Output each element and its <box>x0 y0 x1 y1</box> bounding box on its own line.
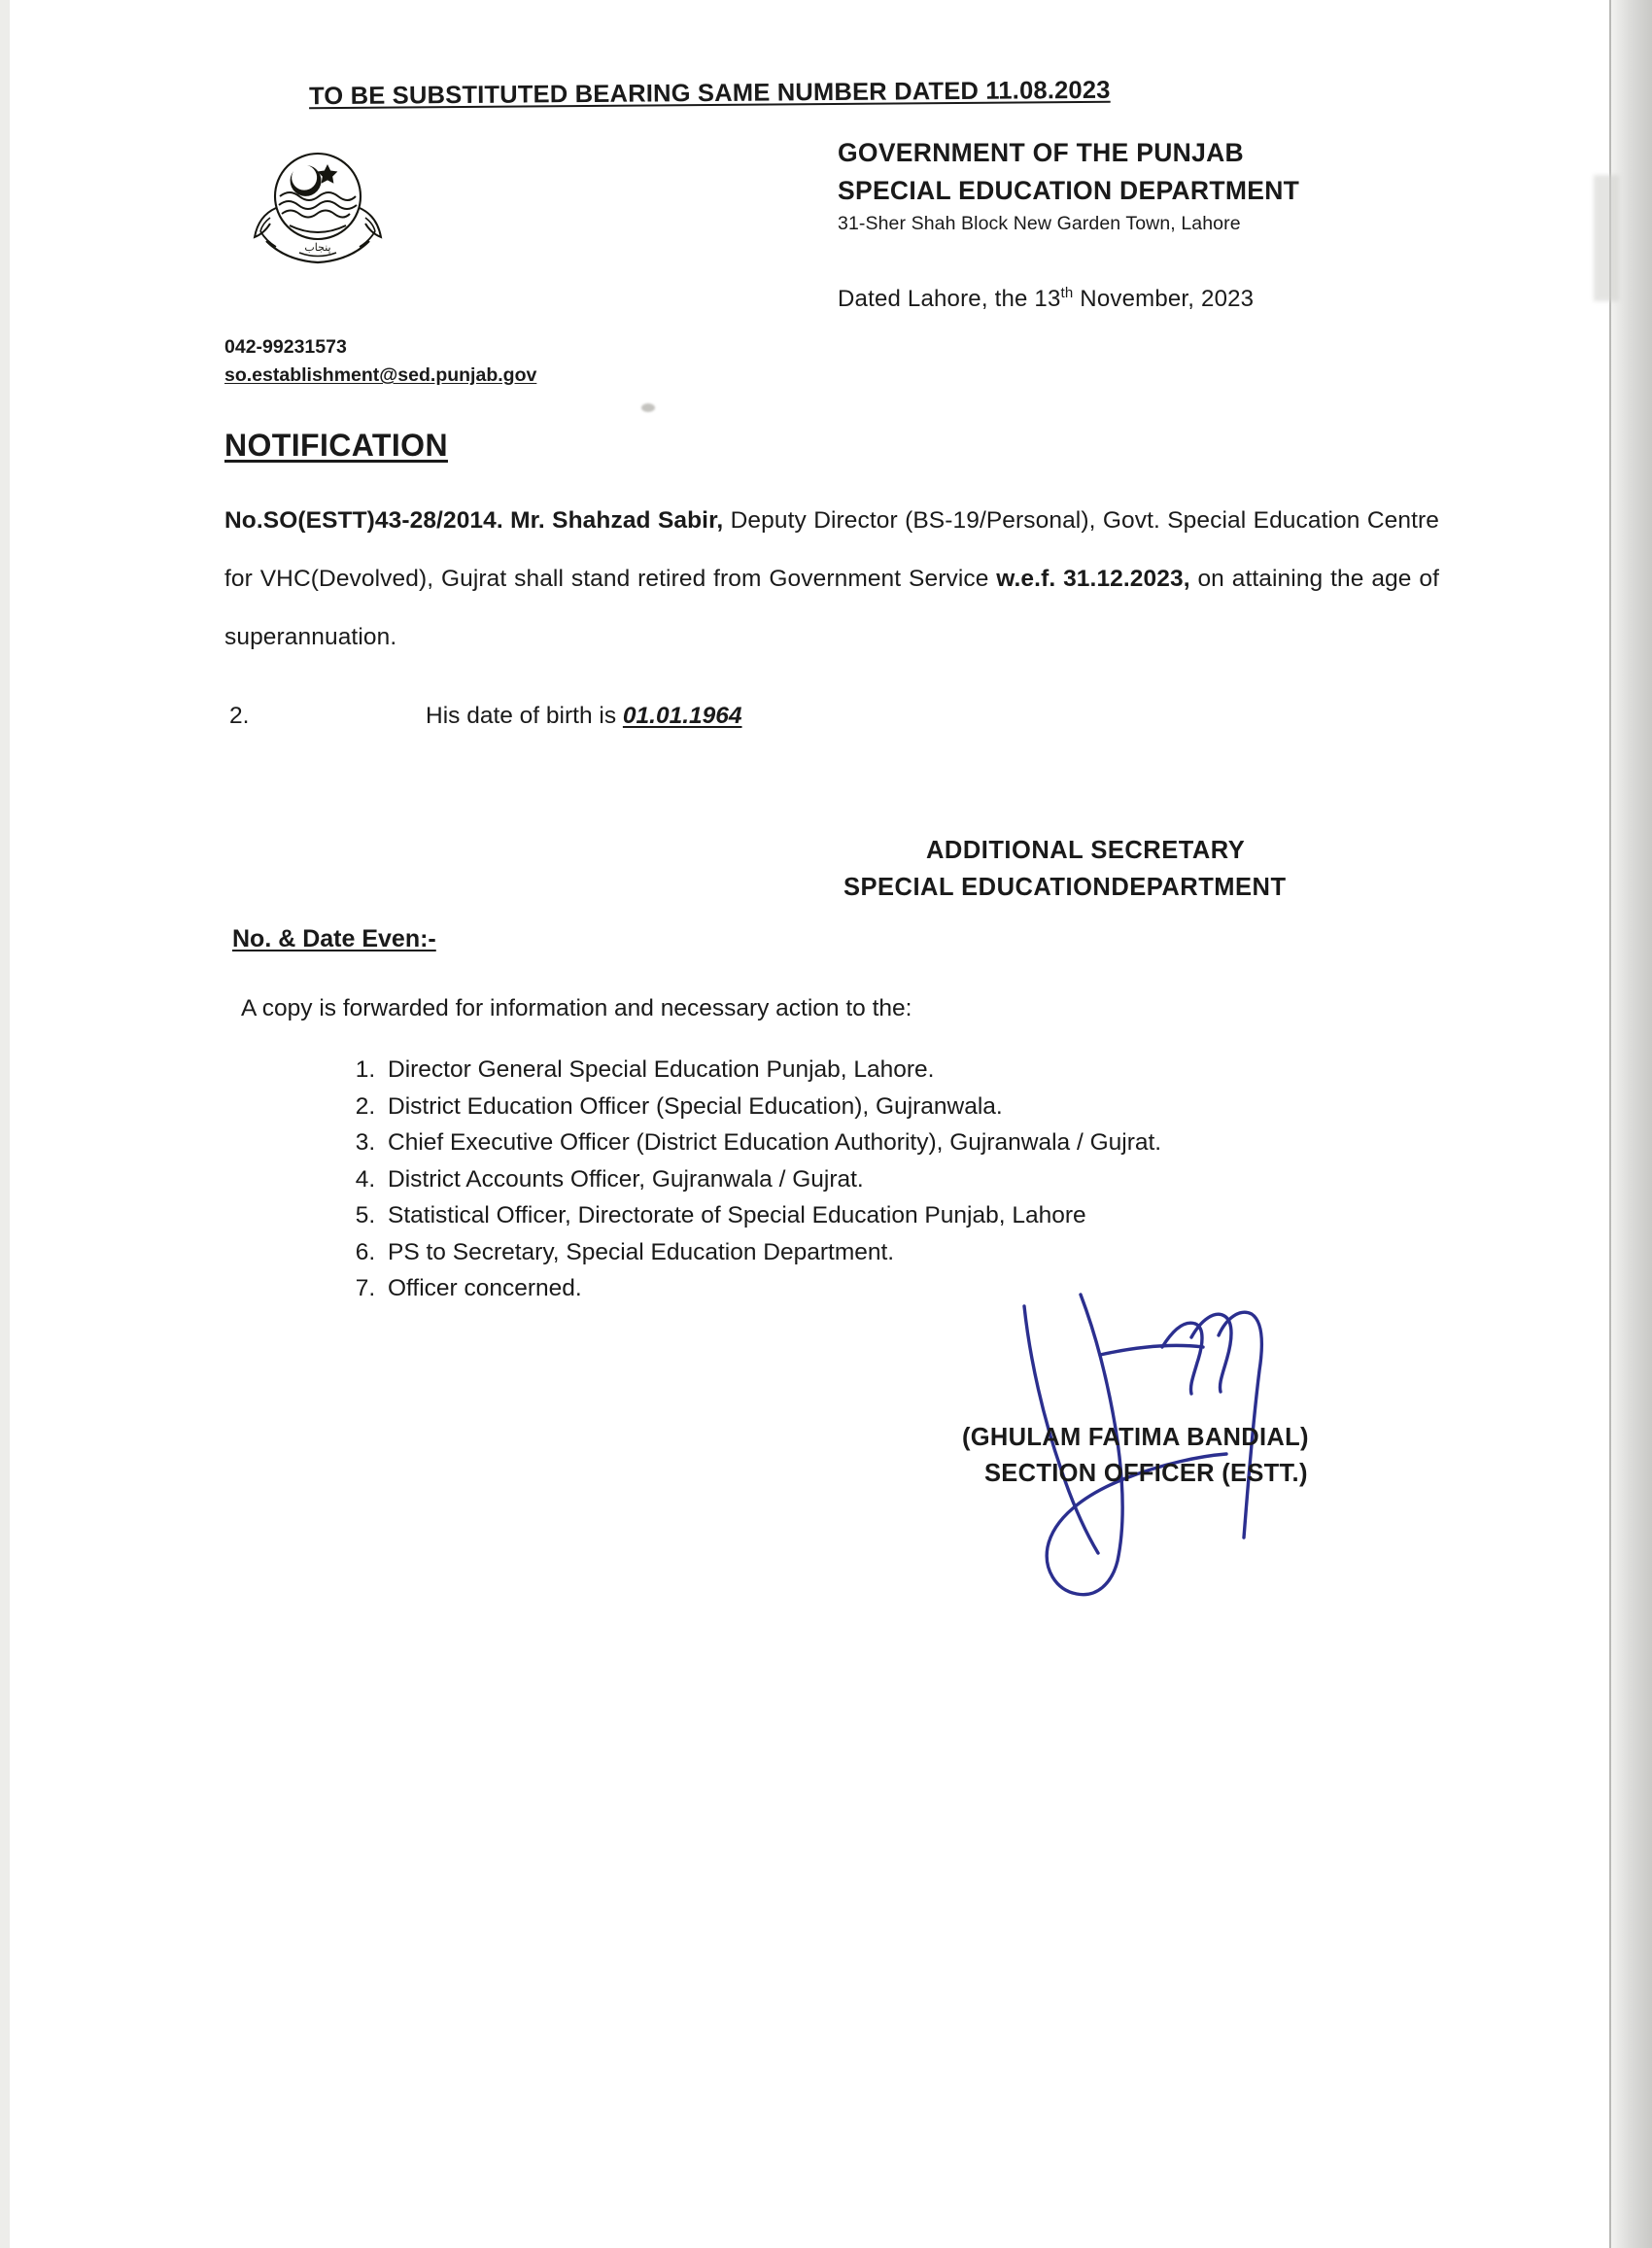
reference-number: No.SO(ESTT)43-28/2014. <box>224 507 503 534</box>
body-text-part1: Deputy Director (BS-19/Personal), Govt. Special Education Centre for VHC(Devolved), Gujrat shall stand retired from Government Service <box>224 507 1439 592</box>
date-of-birth-value: 01.01.1964 <box>622 703 742 729</box>
retirement-date: w.e.f. 31.12.2023, <box>996 566 1190 592</box>
letter-date <box>838 285 1254 313</box>
punjab-emblem-icon <box>231 148 404 279</box>
dob-label: His date of birth is <box>426 703 623 729</box>
endorsement-intro: A copy is forwarded for information and necessary action to the: <box>241 995 912 1021</box>
document-title: NOTIFICATION <box>224 428 448 463</box>
substitution-note: TO BE SUBSTITUTED BEARING SAME NUMBER DATED 11.08.2023 <box>308 76 1111 111</box>
letterhead-address: 31-Sher Shah Block New Garden Town, Lahore <box>838 213 1241 234</box>
body-text-part2: on attaining the age of superannuation. <box>224 566 1439 650</box>
paragraph-2-number: 2. <box>229 703 250 729</box>
signatory-2-designation: SECTION OFFICER (ESTT.) <box>984 1460 1308 1487</box>
signatory-2-name: (GHULAM FATIMA BANDIAL) <box>962 1424 1309 1451</box>
contact-email: so.establishment@sed.punjab.gov <box>224 364 537 386</box>
letter-date-prefix: Dated Lahore, the 13 <box>838 286 1061 312</box>
letterhead-department: SPECIAL EDUCATION DEPARTMENT <box>838 176 1300 205</box>
list-item: 5. Statistical Officer, Directorate of Special Education Punjab, Lahore <box>382 1199 1161 1232</box>
list-item: 4. District Accounts Officer, Gujranwala / Gujrat. <box>382 1163 1161 1196</box>
letter-date-suffix: November, 2023 <box>1073 286 1255 312</box>
letterhead-government: GOVERNMENT OF THE PUNJAB <box>838 138 1244 167</box>
endorsement-heading: No. & Date Even:- <box>232 925 436 952</box>
officer-name: Mr. Shahzad Sabir, <box>510 507 724 534</box>
list-item: 1. Director General Special Education Punjab, Lahore. <box>382 1054 1161 1087</box>
signatory-1-designation-line2: SPECIAL EDUCATIONDEPARTMENT <box>843 874 1287 901</box>
list-item: 7. Officer concerned. <box>382 1272 1161 1305</box>
list-item: 2. District Education Officer (Special Education), Gujranwala. <box>382 1090 1161 1124</box>
letter-date-ordinal: th <box>1060 285 1074 301</box>
paragraph-2-text <box>426 703 742 730</box>
contact-phone: 042-99231573 <box>224 336 347 358</box>
signatory-1-designation-line1: ADDITIONAL SECRETARY <box>926 837 1246 864</box>
svg-text:پنجاب: پنجاب <box>304 242 331 254</box>
recipient-list <box>335 1054 1161 1309</box>
list-item: 3. Chief Executive Officer (District Education Authority), Gujranwala / Gujrat. <box>382 1126 1161 1159</box>
notification-body <box>224 492 1439 667</box>
list-item: 6. PS to Secretary, Special Education Department. <box>382 1236 1161 1269</box>
